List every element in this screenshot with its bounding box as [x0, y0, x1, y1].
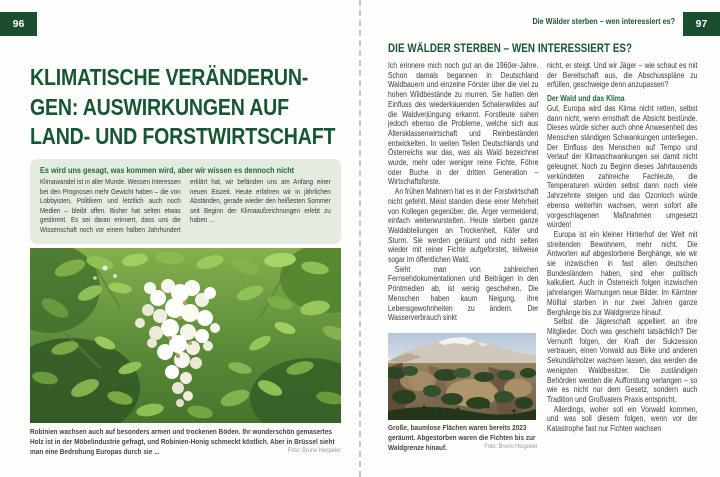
paragraph: Gut, Europa wird das Klima nicht retten, selbst dann nicht, wenn ernsthaft die Absicht bestünde. Dieses würde sicher auch ohne Anwesenheit des Menschen ständigen Schwankungen unterliegen. Der Einfluss des Menschen auf Tempo und Verlauf der Klimaschwankungen sei damit nicht geleugnet. Noch zu Beginn dieses Jahrtausends verkündeten zahlreiche Fachleute, die Temperaturen würden selbst dann noch viele Jahrzehnte steigen und das Ozonloch würde ebenso weiterhin wachsen, wenn sofort alle vorgeschlagenen Maßnahmen umgesetzt würden!: [547, 103, 698, 230]
title-line-3: LAND- UND FORSTWIRTSCHAFT: [30, 123, 336, 149]
paragraph: Allerdings, woher soll ein Vorwald kommen, und was soll diesem folgen, wenn vor der Katastrophe fast nur Fichten wachsen: [547, 404, 698, 434]
paragraph: Selbst die Jägerschaft appelliert an ihre Mitglieder. Doch was geschieht tatsächlich? Der Vernunft folgen, der Kraft der Sukzession vertrauen, einen Vorwald aus Birke und anderen Sekundärholzer wachsen lassen, das werden die wenigsten Waldbesitzer. Die zuständigen Behörden werden die Aufforstung verlangen – so wie es nicht nur dem Gesetz, sondern auch Tradition und Großvaters Praxis entspricht.: [547, 317, 698, 404]
caption-text: Große, baumlose Flächen waren bereits 2023 geräumt. Abgestorben waren die Fichten bis zur Waldgrenze hinauf.: [388, 423, 536, 452]
photo-caption-left: [30, 427, 341, 456]
photo-credit-right: Foto: Bruno Hespeler: [484, 442, 538, 450]
paragraph: Sieht man von zahlreichen Fernsehdokumentationen und Beiträgen in den Printmedien ab, ist wenig geschehen. Die Menschen haben kaum Neigung, ihre Lebensgewohnheiten zu ändern. Der Wasserverbrauch sinkt: [388, 264, 539, 323]
caption-text: Robinien wachsen auch auf besonders armen und trockenen Böden. Ihr wunderschön gemasertes Holz ist in der Möbelindustrie gefragt, und Robinien-Honig schmeckt köstlich. Aber in Brüssel sieht man eine Bedrohung Europas durch sie ...: [30, 427, 335, 456]
title-line-2: GEN: AUSWIRKUNGEN AUF: [30, 93, 289, 120]
robinia-blossoms-photo: [30, 248, 341, 423]
intro-headline: Es wird uns gesagt, was kommen wird, aber wir wissen es dennoch nicht: [40, 165, 295, 175]
photo-caption-right: [388, 423, 538, 452]
section-subheading: Der Wald und das Klima: [547, 94, 625, 104]
title-line-1: KLIMATISCHE VERÄNDERUN-: [30, 64, 309, 90]
page-right: [360, 0, 720, 477]
running-header: Die Wälder sterben – wen interessiert es?: [532, 17, 675, 26]
text-column-1: [388, 61, 538, 452]
mountain-slopes-photo: [388, 333, 536, 420]
article-heading: DIE WÄLDER STERBEN – WEN INTERESSIERT ES?: [388, 43, 633, 55]
page-fold-divider: [359, 0, 361, 477]
page-number-badge-right: 97: [683, 12, 720, 36]
photo-credit-left: Foto: Bruno Hespeler: [287, 446, 342, 454]
paragraph: Ich erinnere mich noch gut an die 1960er-Jahre. Schon damals begannen in Deutschland Waldbauern und einzelne Förster über die viel zu hohen Wildbestände zu murren. Sie hatten den Einfluss des wiederkäuenden Schalenwildes auf die Waldverjüngung erkannt. Forstleute sahen jedoch ebenso die Probleme, welche sich aus Altersklassenwirtschaft und Reinbeständen entwickelten. In weiten Teilen Deutschlands und Österreichs war das, was als Wald bezeichnet wurde, mehr oder weniger reine Fichte, Föhre oder Buche in der dritten Generation – Wirtschaftsforste.: [388, 61, 539, 187]
text-column-2: [547, 61, 697, 455]
column-2-text: [547, 61, 697, 455]
intro-body-text: Klimawandel ist in aller Munde. Wessen Interessen bei den Prognosen mehr Gewicht haben – die von Lobbyisten, Politikern und letztlich auch noch Medien – bleibt offen. Bisher hat selten etwas gestimmt. Es sei daran erinnert, dass uns die Wissenschaft noch vor einem halben Jahrhundert erklärt hat, wir befänden uns am Anfang einer neuen Eiszeit. Heute erfahren wir in jährlichen Abständen, gerade wieder den heißesten Sommer seit Beginn der Klimaaufzeichnungen erlebt zu haben ...: [40, 177, 331, 234]
article-title: [30, 63, 343, 152]
paragraph: nicht, er steigt. Und wir Jäger – wie schaut es mit der Bereitschaft aus, die Abschusspläne zu erfüllen, geschweige denn anzupassen?: [547, 61, 698, 90]
intro-box: [30, 159, 341, 244]
page-number-badge-left: 96: [0, 12, 37, 36]
paragraph: Europa ist ein kleiner Hinterhof der Welt mit streitenden Bewohnern, mehr nicht. Die Antworten auf abgestorbene Berghänge, wie wir sie inzwischen in fast allen deutschen Bundesländern haben, sind eher politisch kalkuliert. Auch in Österreich folgen inzwischen jahrelangen Warnungen neue Bilder. Im Kärntner Mölltal starben in nur zwei Jahren ganze Berghänge bis zur Waldgrenze hinauf.: [547, 229, 698, 317]
column-1-text: [388, 61, 538, 332]
paragraph: An frühen Mahnern hat es in der Forstwirtschaft nicht gefehlt. Meist standen diese einer Mehrheit von Kollegen gegenüber, die, Ärger vermeidend, einfach weiterwurstelten. Heute sterben ganze Waldabteilungen an Trockenheit, Käfer und Sturm. Sie werden geräumt und nicht selten wieder mit reiner Fichte aufgeforstet, teilweise sogar im öffentlichen Wald.: [388, 187, 539, 265]
